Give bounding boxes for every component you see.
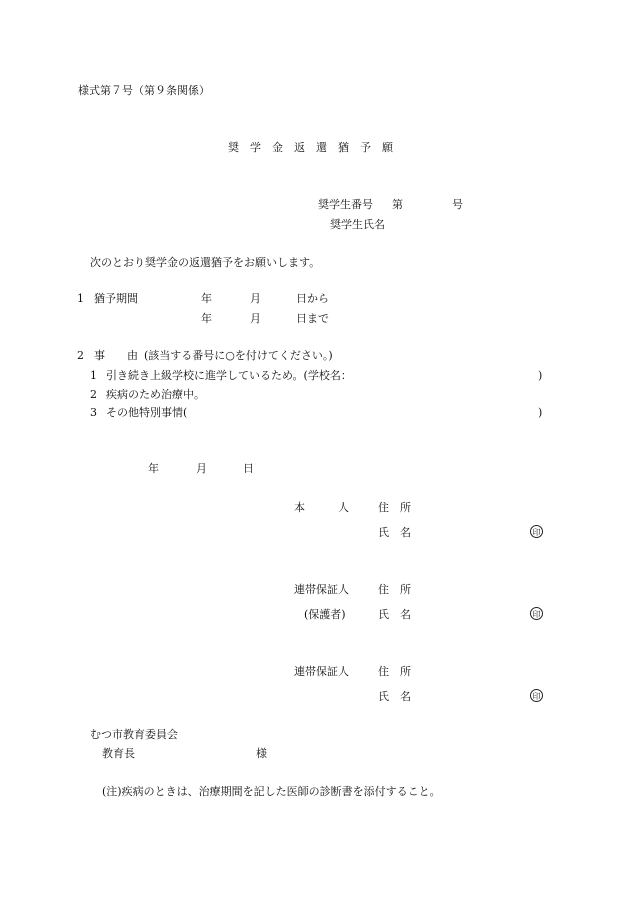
guarantor1-address-label: 住 所	[378, 583, 411, 596]
reason-item-close: )	[538, 369, 543, 382]
guarantor2-address-label: 住 所	[378, 665, 411, 678]
reason-heading-label: 事 由	[94, 349, 138, 362]
seal-icon: 印	[530, 525, 543, 538]
date-month: 月	[196, 462, 207, 475]
period-heading-number: 1	[77, 292, 84, 305]
seal-icon: 印	[530, 607, 543, 620]
student-number-prefix: 第	[392, 198, 403, 211]
period-to-month: 月	[250, 312, 261, 325]
applicant-address-label: 住 所	[378, 501, 411, 514]
reason-instruction: (該当する番号に○を付けてください。)	[144, 349, 333, 362]
reason-heading-number: 2	[77, 349, 84, 362]
reason-item-text: その他特別事情(	[106, 406, 188, 419]
footnote: (注)疾病のときは、治療期間を記した医師の診断書を添付すること。	[102, 785, 441, 798]
applicant-name-label: 氏 名	[378, 526, 411, 539]
form-number: 様式第７号（第９条関係）	[78, 84, 210, 97]
period-to-year: 年	[201, 312, 212, 325]
reason-item-close: )	[538, 406, 543, 419]
addressee-title: 教育長	[102, 747, 135, 760]
guarantor1-name-label: 氏 名	[378, 608, 411, 621]
intro-text: 次のとおり奨学金の返還猶予をお願いします。	[90, 256, 321, 269]
reason-item-number: 3	[90, 406, 97, 419]
reason-item-number: 1	[90, 369, 97, 382]
guarantor1-sublabel: (保護者)	[304, 608, 346, 621]
student-number-suffix: 号	[452, 198, 463, 211]
reason-item-text: 疾病のため治療中。	[106, 388, 205, 401]
period-to-day: 日まで	[296, 312, 329, 325]
student-number-label: 奨学生番号	[318, 198, 373, 211]
applicant-label: 本 人	[294, 501, 349, 514]
student-name-label: 奨学生氏名	[330, 218, 385, 231]
page-title: 奨 学 金 返 還 猶 予 願	[228, 141, 393, 154]
addressee-organization: むつ市教育委員会	[90, 728, 178, 741]
date-year: 年	[148, 462, 159, 475]
addressee-honorific: 様	[256, 747, 267, 760]
reason-item-text: 引き続き上級学校に進学しているため。(学校名：	[106, 369, 352, 382]
date-day: 日	[243, 462, 254, 475]
guarantor1-label: 連帯保証人	[294, 583, 349, 596]
period-from-month: 月	[250, 292, 261, 305]
reason-item-number: 2	[90, 388, 97, 401]
guarantor2-name-label: 氏 名	[378, 690, 411, 703]
period-heading-label: 猶予期間	[94, 292, 138, 305]
guarantor2-label: 連帯保証人	[294, 665, 349, 678]
period-from-day: 日から	[296, 292, 329, 305]
period-from-year: 年	[201, 292, 212, 305]
seal-icon: 印	[530, 689, 543, 702]
